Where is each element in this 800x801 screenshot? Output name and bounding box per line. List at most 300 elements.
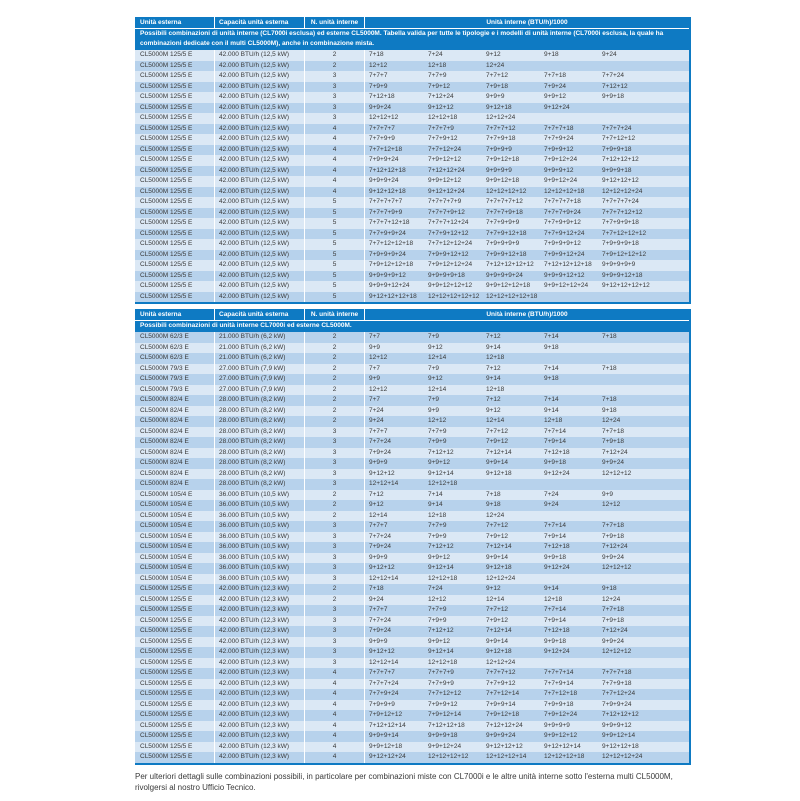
capacity-cell: 27.000 BTU/h (7,9 kW) xyxy=(215,385,305,396)
table-row xyxy=(135,479,689,490)
indoor-units-count-cell: 3 xyxy=(305,553,365,564)
indoor-combinations-cell xyxy=(365,406,689,417)
table-row xyxy=(135,113,689,124)
external-unit-cell: CL5000M 82/4 E xyxy=(135,406,215,417)
combo-value: 9+9 xyxy=(369,343,381,351)
combo-value: 7+9 xyxy=(428,333,440,340)
combo-value: 7+7+18 xyxy=(602,522,625,529)
combo-value: 9+9+12+12+18 xyxy=(486,282,531,289)
external-unit-cell: CL5000M 105/4 E xyxy=(135,511,215,522)
combo-value: 7+7 xyxy=(369,333,381,340)
combo-value: 9+12 xyxy=(486,406,501,414)
combo-value: 7+7+7+9+12 xyxy=(428,208,465,216)
combo-value: 9+18 xyxy=(544,375,559,382)
indoor-units-count-cell: 4 xyxy=(305,176,365,187)
combo-value: 7+7+12+14 xyxy=(486,690,520,697)
combo-value: 7+7+9+9+24 xyxy=(369,229,406,237)
combo-value: 9+12+24 xyxy=(544,469,570,477)
indoor-combinations-cell xyxy=(365,385,689,396)
combo-value: 7+12 xyxy=(486,396,501,403)
external-unit-cell: CL5000M 125/5 E xyxy=(135,197,215,208)
combo-value: 9+9+9+9+12 xyxy=(369,271,406,279)
combo-value: 9+9+12 xyxy=(428,637,451,645)
indoor-units-count-cell: 5 xyxy=(305,197,365,208)
combo-value: 7+9+9+12+24 xyxy=(544,250,585,258)
external-unit-cell: CL5000M 125/5 E xyxy=(135,50,215,61)
table-row xyxy=(135,364,689,375)
combo-value: 7+24 xyxy=(428,585,443,592)
capacity-cell: 36.000 BTU/h (10,5 kW) xyxy=(215,563,305,574)
external-unit-cell: CL5000M 82/4 E xyxy=(135,458,215,469)
combo-value: 12+12+18 xyxy=(428,658,458,666)
table-row xyxy=(135,145,689,156)
indoor-units-count-cell: 4 xyxy=(305,155,365,166)
indoor-units-count-cell: 5 xyxy=(305,218,365,229)
combo-value: 9+9+12+12+24 xyxy=(544,282,589,289)
combo-value: 7+7+9+9 xyxy=(369,135,395,142)
capacity-cell: 42.000 BTU/h (12,5 kW) xyxy=(215,155,305,166)
combo-value: 7+14 xyxy=(428,490,443,498)
indoor-combinations-cell xyxy=(365,427,689,438)
table-row xyxy=(135,176,689,187)
combo-value: 7+9+9 xyxy=(369,82,388,90)
combo-value: 9+9+9+24 xyxy=(369,177,399,184)
combo-value: 7+12+18 xyxy=(369,93,395,100)
capacity-cell: 42.000 BTU/h (12,3 kW) xyxy=(215,721,305,732)
external-unit-cell: CL5000M 125/5 E xyxy=(135,616,215,627)
indoor-combinations-cell xyxy=(365,710,689,721)
combo-value: 7+9+12+12 xyxy=(369,711,403,718)
capacity-cell: 42.000 BTU/h (12,5 kW) xyxy=(215,197,305,208)
external-unit-cell: CL5000M 125/5 E xyxy=(135,166,215,177)
indoor-combinations-cell xyxy=(365,395,689,406)
table-row xyxy=(135,71,689,82)
indoor-combinations-cell xyxy=(365,229,689,240)
combo-value: 7+7+9+12+12 xyxy=(428,229,469,237)
indoor-units-count-cell: 3 xyxy=(305,563,365,574)
indoor-units-count-cell: 2 xyxy=(305,374,365,385)
combo-value: 7+12+12+12+12 xyxy=(486,261,534,268)
external-unit-cell: CL5000M 62/3 E xyxy=(135,332,215,343)
indoor-combinations-cell xyxy=(365,668,689,679)
combo-value: 7+7+12+12+24 xyxy=(428,240,473,247)
capacity-cell: 21.000 BTU/h (6,2 kW) xyxy=(215,343,305,354)
indoor-combinations-cell xyxy=(365,332,689,343)
combo-value: 7+9+24 xyxy=(369,448,392,456)
combo-value: 7+7+9 xyxy=(428,427,447,435)
indoor-combinations-cell xyxy=(365,479,689,490)
indoor-combinations-cell xyxy=(365,155,689,166)
external-unit-cell: CL5000M 125/5 E xyxy=(135,124,215,135)
external-unit-cell: CL5000M 125/5 E xyxy=(135,260,215,271)
table-row xyxy=(135,229,689,240)
indoor-units-count-cell: 3 xyxy=(305,479,365,490)
combo-value: 7+12+14 xyxy=(486,627,512,634)
combo-value: 7+7+7 xyxy=(369,522,388,529)
combo-value: 7+7+9+9 xyxy=(428,679,454,687)
combo-value: 7+7+7+12 xyxy=(486,124,516,132)
combo-value: 12+24 xyxy=(486,61,505,69)
indoor-combinations-cell xyxy=(365,145,689,156)
capacity-cell: 42.000 BTU/h (12,3 kW) xyxy=(215,647,305,658)
combo-value: 9+24 xyxy=(544,501,559,508)
indoor-units-count-cell: 3 xyxy=(305,469,365,480)
combo-value: 7+9+12+18 xyxy=(486,711,520,718)
combo-value: 7+12 xyxy=(486,333,501,340)
table-row xyxy=(135,103,689,114)
capacity-cell: 42.000 BTU/h (12,5 kW) xyxy=(215,292,305,303)
combo-value: 7+7+7+9+18 xyxy=(486,208,523,216)
indoor-combinations-cell xyxy=(365,250,689,261)
indoor-units-count-cell: 4 xyxy=(305,752,365,763)
capacity-cell: 42.000 BTU/h (12,3 kW) xyxy=(215,710,305,721)
capacity-cell: 42.000 BTU/h (12,5 kW) xyxy=(215,61,305,72)
capacity-cell: 42.000 BTU/h (12,5 kW) xyxy=(215,176,305,187)
combo-value: 7+7+12 xyxy=(486,427,509,435)
external-unit-cell: CL5000M 82/4 E xyxy=(135,448,215,459)
combo-value: 9+9+14 xyxy=(486,459,509,466)
combo-value: 7+9 xyxy=(428,396,440,403)
external-unit-cell: CL5000M 125/5 E xyxy=(135,155,215,166)
external-unit-cell: CL5000M 125/5 E xyxy=(135,208,215,219)
combo-value: 7+9+9 xyxy=(428,616,447,624)
indoor-units-count-cell: 5 xyxy=(305,208,365,219)
combo-value: 9+9+9+9 xyxy=(544,721,570,729)
combo-value: 9+24 xyxy=(369,595,384,603)
capacity-cell: 42.000 BTU/h (12,5 kW) xyxy=(215,103,305,114)
combo-value: 7+9+14 xyxy=(544,616,567,624)
combo-value: 9+12+12 xyxy=(369,564,395,571)
indoor-units-count-cell: 3 xyxy=(305,92,365,103)
indoor-units-count-cell: 2 xyxy=(305,406,365,417)
combo-value: 7+24 xyxy=(369,406,384,414)
table-note: Possibili combinazioni di unità interne (CL7000i esclusa) ed esterne CL5000M. Tabella valida per tutte le tipologie e i modelli di unità interne (CL7000i esclusa, la quale ha combinazioni dedicate con il multi CL5000M), anche in combinazione mista. xyxy=(135,28,689,50)
combo-value: 7+12+24 xyxy=(602,543,628,550)
table-row xyxy=(135,208,689,219)
combo-value: 7+7+7+12+18 xyxy=(369,219,410,226)
combo-value: 9+9+9+12 xyxy=(602,721,632,729)
combo-value: 9+9+12+24 xyxy=(544,177,578,184)
external-unit-cell: CL5000M 125/5 E xyxy=(135,239,215,250)
indoor-combinations-cell xyxy=(365,689,689,700)
capacity-cell: 42.000 BTU/h (12,3 kW) xyxy=(215,700,305,711)
indoor-units-count-cell: 3 xyxy=(305,113,365,124)
external-unit-cell: CL5000M 125/5 E xyxy=(135,61,215,72)
combo-value: 9+12+12+18 xyxy=(602,742,639,750)
combo-value: 7+12+24 xyxy=(428,93,454,100)
indoor-units-count-cell: 3 xyxy=(305,616,365,627)
combo-value: 7+12+18 xyxy=(544,627,570,634)
combo-value: 7+7+7+7+18 xyxy=(544,198,581,205)
table-row xyxy=(135,731,689,742)
external-unit-cell: CL5000M 82/4 E xyxy=(135,395,215,406)
capacity-cell: 27.000 BTU/h (7,9 kW) xyxy=(215,374,305,385)
table-header-row xyxy=(135,309,689,320)
combo-value: 7+7+7+24 xyxy=(602,124,632,132)
indoor-units-count-cell: 2 xyxy=(305,385,365,396)
external-unit-cell: CL5000M 82/4 E xyxy=(135,437,215,448)
table-row xyxy=(135,281,689,292)
combo-value: 9+18 xyxy=(602,406,617,414)
capacity-cell: 42.000 BTU/h (12,5 kW) xyxy=(215,71,305,82)
indoor-units-count-cell: 5 xyxy=(305,229,365,240)
combo-value: 7+12+12+24 xyxy=(486,721,523,729)
combo-value: 7+9+24 xyxy=(544,82,567,90)
document-page xyxy=(135,17,691,801)
external-unit-cell: CL5000M 105/4 E xyxy=(135,563,215,574)
combo-value: 12+12+12 xyxy=(602,564,632,571)
table-row xyxy=(135,469,689,480)
combo-value: 7+7+7+18 xyxy=(602,669,632,676)
external-unit-cell: CL5000M 105/4 E xyxy=(135,532,215,543)
external-unit-cell: CL5000M 105/4 E xyxy=(135,521,215,532)
indoor-units-count-cell: 4 xyxy=(305,187,365,198)
combo-value: 9+24 xyxy=(602,51,617,58)
external-unit-cell: CL5000M 82/4 E xyxy=(135,416,215,427)
combo-value: 9+12+12+24 xyxy=(369,753,406,760)
external-unit-cell: CL5000M 125/5 E xyxy=(135,103,215,114)
indoor-units-count-cell: 4 xyxy=(305,731,365,742)
capacity-cell: 28.000 BTU/h (8,2 kW) xyxy=(215,395,305,406)
combo-value: 7+9 xyxy=(428,364,440,372)
indoor-units-count-cell: 3 xyxy=(305,437,365,448)
combo-value: 7+7+24 xyxy=(369,532,392,540)
combo-value: 7+12+14 xyxy=(486,543,512,550)
capacity-cell: 42.000 BTU/h (12,5 kW) xyxy=(215,281,305,292)
combo-value: 9+9+12+24 xyxy=(428,742,462,750)
combo-value: 9+9+24 xyxy=(602,459,625,466)
combo-value: 12+12+14 xyxy=(369,480,399,487)
combo-value: 7+7+9+9+12 xyxy=(544,219,581,226)
combo-value: 7+7+18 xyxy=(602,427,625,435)
combo-value: 7+7+7 xyxy=(369,427,388,435)
combo-value: 9+12+12+12 xyxy=(486,742,523,750)
external-unit-cell: CL5000M 125/5 E xyxy=(135,176,215,187)
combo-value: 9+9+12+18 xyxy=(486,177,520,184)
col-header-indoor-units: Unità interne (BTU/h)/1000 xyxy=(486,19,568,26)
indoor-combinations-cell xyxy=(365,239,689,250)
combo-value: 7+14 xyxy=(544,396,559,403)
combo-value: 9+14 xyxy=(544,585,559,592)
table-row xyxy=(135,395,689,406)
combo-value: 9+12 xyxy=(428,375,443,382)
external-unit-cell: CL5000M 82/4 E xyxy=(135,469,215,480)
combo-value: 7+9+12 xyxy=(486,532,509,540)
table-row xyxy=(135,553,689,564)
capacity-cell: 36.000 BTU/h (10,5 kW) xyxy=(215,521,305,532)
capacity-cell: 42.000 BTU/h (12,5 kW) xyxy=(215,50,305,61)
combo-value: 7+18 xyxy=(602,333,617,340)
combo-value: 9+12 xyxy=(486,51,501,58)
combo-value: 7+7+12+12 xyxy=(428,690,462,697)
combo-value: 9+9+14 xyxy=(486,553,509,561)
combo-value: 7+7+9+18 xyxy=(602,679,632,687)
indoor-units-count-cell: 5 xyxy=(305,260,365,271)
table-body xyxy=(135,332,689,763)
combo-value: 12+12+12+24 xyxy=(602,187,643,195)
indoor-units-count-cell: 4 xyxy=(305,668,365,679)
indoor-units-count-cell: 4 xyxy=(305,721,365,732)
external-unit-cell: CL5000M 62/3 E xyxy=(135,343,215,354)
external-unit-cell: CL5000M 125/5 E xyxy=(135,271,215,282)
indoor-units-count-cell: 2 xyxy=(305,50,365,61)
external-unit-cell: CL5000M 125/5 E xyxy=(135,742,215,753)
combo-value: 7+24 xyxy=(544,490,559,498)
combo-value: 7+7+12+12 xyxy=(602,135,636,142)
combo-value: 12+12+12+18 xyxy=(544,753,585,760)
table-body xyxy=(135,50,689,302)
indoor-combinations-cell xyxy=(365,521,689,532)
combo-value: 9+24 xyxy=(369,417,384,424)
indoor-combinations-cell xyxy=(365,260,689,271)
combo-value: 9+9+12+14 xyxy=(602,732,636,739)
combo-value: 9+9+14 xyxy=(486,637,509,645)
indoor-combinations-cell xyxy=(365,113,689,124)
combo-value: 7+7+9+9+9 xyxy=(486,219,520,226)
capacity-cell: 21.000 BTU/h (6,2 kW) xyxy=(215,332,305,343)
combo-value: 7+7+7+7+24 xyxy=(602,198,639,205)
indoor-combinations-cell xyxy=(365,574,689,585)
table-row xyxy=(135,155,689,166)
combo-value: 9+12+12+12+12 xyxy=(602,282,650,289)
indoor-combinations-cell xyxy=(365,700,689,711)
combo-value: 9+9+9+24 xyxy=(486,732,516,739)
combo-value: 9+9+9+9+24 xyxy=(486,271,523,279)
indoor-units-count-cell: 3 xyxy=(305,574,365,585)
capacity-cell: 28.000 BTU/h (8,2 kW) xyxy=(215,458,305,469)
combo-value: 12+12+18 xyxy=(428,480,458,487)
combo-value: 7+12 xyxy=(486,364,501,372)
combo-value: 9+14 xyxy=(486,375,501,382)
table-row xyxy=(135,353,689,364)
combo-value: 9+9+9+9+18 xyxy=(428,271,465,279)
combo-value: 7+7+14 xyxy=(544,427,567,435)
combo-value: 7+9+12+12+18 xyxy=(369,261,414,268)
combo-value: 9+9+9+18 xyxy=(602,166,632,174)
combo-value: 7+9+18 xyxy=(602,438,625,445)
capacity-cell: 27.000 BTU/h (7,9 kW) xyxy=(215,364,305,375)
indoor-combinations-cell xyxy=(365,595,689,606)
combo-value: 7+7+7+9 xyxy=(428,124,454,132)
combo-value: 9+12+12 xyxy=(428,103,454,111)
indoor-units-count-cell: 4 xyxy=(305,145,365,156)
indoor-combinations-cell xyxy=(365,584,689,595)
combo-value: 7+9+9+9+24 xyxy=(369,250,406,258)
combo-value: 7+18 xyxy=(486,490,501,498)
combo-value: 7+9+14 xyxy=(544,532,567,540)
table-row xyxy=(135,605,689,616)
combo-value: 9+12+18 xyxy=(486,103,512,111)
external-unit-cell: CL5000M 125/5 E xyxy=(135,710,215,721)
capacity-cell: 42.000 BTU/h (12,5 kW) xyxy=(215,92,305,103)
combo-value: 9+12+12+18 xyxy=(369,187,406,195)
combo-value: 9+9+24 xyxy=(602,553,625,561)
external-unit-cell: CL5000M 125/5 E xyxy=(135,229,215,240)
indoor-combinations-cell xyxy=(365,469,689,480)
combo-value: 7+9+9+24 xyxy=(602,700,632,708)
table-row xyxy=(135,134,689,145)
combo-value: 7+12+12+12 xyxy=(602,156,639,163)
combo-value: 12+18 xyxy=(486,354,505,361)
combo-value: 7+9+9 xyxy=(428,438,447,445)
combo-value: 7+12+12 xyxy=(428,627,454,634)
table-row xyxy=(135,406,689,417)
indoor-combinations-cell xyxy=(365,658,689,669)
combo-value: 7+12 xyxy=(369,490,384,498)
combo-value: 7+7+18 xyxy=(602,606,625,613)
capacity-cell: 42.000 BTU/h (12,3 kW) xyxy=(215,752,305,763)
combo-value: 7+7+12 xyxy=(486,606,509,613)
combo-value: 9+9+18 xyxy=(544,553,567,561)
combo-value: 9+9+9+14 xyxy=(369,732,399,739)
indoor-units-count-cell: 3 xyxy=(305,605,365,616)
combo-value: 7+18 xyxy=(602,364,617,372)
capacity-cell: 42.000 BTU/h (12,3 kW) xyxy=(215,637,305,648)
external-unit-cell: CL5000M 79/3 E xyxy=(135,385,215,396)
external-unit-cell: CL5000M 125/5 E xyxy=(135,250,215,261)
combinations-table-cl7000i xyxy=(135,309,691,765)
table-row xyxy=(135,700,689,711)
combo-value: 12+18 xyxy=(544,595,563,603)
indoor-combinations-cell xyxy=(365,208,689,219)
indoor-combinations-cell xyxy=(365,679,689,690)
indoor-combinations-cell xyxy=(365,292,689,303)
indoor-combinations-cell xyxy=(365,124,689,135)
indoor-combinations-cell xyxy=(365,353,689,364)
indoor-combinations-cell xyxy=(365,218,689,229)
combo-value: 9+9+9 xyxy=(486,93,505,100)
combo-value: 7+7+7+12 xyxy=(486,669,516,676)
external-unit-cell: CL5000M 82/4 E xyxy=(135,479,215,490)
col-header-indoor-units: Unità interne (BTU/h)/1000 xyxy=(486,311,568,318)
external-unit-cell: CL5000M 125/5 E xyxy=(135,689,215,700)
combo-value: 7+9+9+12+18 xyxy=(486,250,527,258)
capacity-cell: 36.000 BTU/h (10,5 kW) xyxy=(215,490,305,501)
combo-value: 7+18 xyxy=(602,396,617,403)
table-row xyxy=(135,668,689,679)
table-row xyxy=(135,679,689,690)
combo-value: 9+12+18 xyxy=(486,648,512,655)
combo-value: 7+9+18 xyxy=(602,532,625,540)
capacity-cell: 42.000 BTU/h (12,5 kW) xyxy=(215,239,305,250)
combo-value: 7+14 xyxy=(544,364,559,372)
combo-value: 12+14 xyxy=(369,511,388,519)
col-header-indoor-count: N. unità interne xyxy=(305,17,365,28)
external-unit-cell: CL5000M 125/5 E xyxy=(135,668,215,679)
combo-value: 7+9+9+12 xyxy=(428,700,458,708)
capacity-cell: 42.000 BTU/h (12,3 kW) xyxy=(215,626,305,637)
capacity-cell: 36.000 BTU/h (10,5 kW) xyxy=(215,553,305,564)
combo-value: 9+12+12+14 xyxy=(544,742,581,750)
combo-value: 9+12+14 xyxy=(428,648,454,655)
combo-value: 12+12+12 xyxy=(369,114,399,121)
combo-value: 7+12+24 xyxy=(602,627,628,634)
combo-value: 7+9+24 xyxy=(369,543,392,550)
table-row xyxy=(135,260,689,271)
indoor-units-count-cell: 4 xyxy=(305,742,365,753)
table-row xyxy=(135,563,689,574)
combo-value: 9+12 xyxy=(428,343,443,351)
combo-value: 12+12+12 xyxy=(602,469,632,477)
capacity-cell: 42.000 BTU/h (12,5 kW) xyxy=(215,166,305,177)
combo-value: 9+12+12+12+18 xyxy=(369,292,417,300)
indoor-combinations-cell xyxy=(365,92,689,103)
combo-value: 7+12+24 xyxy=(602,448,628,456)
combo-value: 9+9+24 xyxy=(369,103,392,111)
combo-value: 9+9+12 xyxy=(428,459,451,466)
combo-value: 7+12+14 xyxy=(486,448,512,456)
table-row xyxy=(135,124,689,135)
